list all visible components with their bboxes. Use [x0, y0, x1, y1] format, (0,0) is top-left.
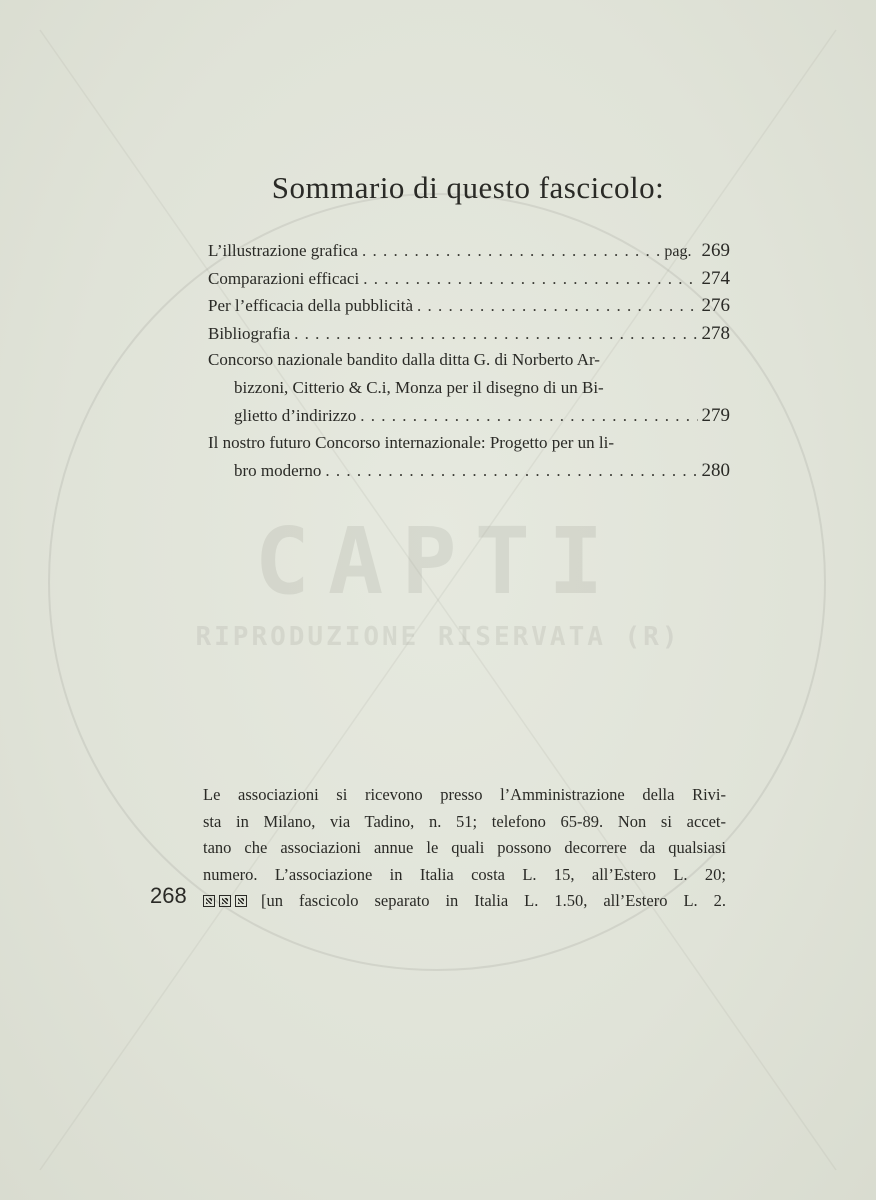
page-number: 268	[150, 883, 187, 908]
toc-entry-title-line: Concorso nazionale bandito dalla ditta G. di Norberto Ar-	[208, 350, 600, 369]
dot-leader	[360, 406, 697, 426]
toc-entry[interactable]	[208, 433, 730, 488]
ornament-icons	[203, 888, 251, 915]
dot-leader	[363, 269, 697, 289]
toc-entry[interactable]	[208, 268, 730, 296]
ornament-square-icon	[219, 895, 231, 907]
ornament-square-icon	[203, 895, 215, 907]
toc-entry[interactable]	[208, 350, 730, 433]
ornament-square-icon	[235, 895, 247, 907]
toc-entry-title-line: bizzoni, Citterio & C.i, Monza per il disegno di un Bi-	[234, 377, 604, 397]
dot-leader	[294, 324, 697, 344]
notice-line: sta in Milano, via Tadino, n. 51; telefono 65-89. Non si accet-	[203, 811, 726, 831]
subscription-notice	[203, 782, 726, 915]
notice-line-last	[203, 888, 726, 915]
watermark-sub-text: RIPRODUZIONE RISERVATA (R)	[195, 622, 681, 652]
toc-entry[interactable]	[208, 240, 730, 268]
toc-entry[interactable]	[208, 323, 730, 351]
toc-page-number: 276	[701, 295, 730, 316]
toc-page-number: 278	[701, 322, 730, 344]
notice-line: Le associazioni si ricevono presso l’Amministrazione della Rivi-	[203, 785, 726, 804]
toc-entry[interactable]	[208, 295, 730, 323]
notice-line-text: [un fascicolo separato in Italia L. 1.50, all’Estero L. 2.	[261, 891, 726, 910]
notice-line: numero. L’associazione in Italia costa L. 15, all’Estero L. 20;	[203, 864, 726, 884]
toc-entry-title-line: glietto d’indirizzo	[234, 406, 357, 425]
toc-entry-title: Comparazioni efficaci	[208, 268, 360, 288]
toc-page-number: 280	[701, 460, 730, 481]
toc-entry-title: Bibliografia	[208, 323, 291, 343]
toc-page-number: 269	[701, 240, 730, 261]
toc-entry-title-line: bro moderno	[234, 461, 322, 480]
toc-entry-title: L’illustrazione grafica	[208, 241, 358, 260]
page-title: Sommario di questo fascicolo:	[271, 170, 665, 205]
toc-page-number: 274	[701, 267, 730, 289]
notice-line: tano che associazioni annue le quali possono decorrere da qualsiasi	[203, 838, 726, 857]
dot-leader	[417, 296, 697, 316]
page-label: pag.	[664, 243, 692, 260]
dot-leader	[362, 241, 660, 261]
toc-page-number: 279	[701, 405, 730, 426]
dot-leader	[325, 461, 697, 481]
toc-entry-title-line: Il nostro futuro Concorso internazionale: Progetto per un li-	[208, 432, 615, 452]
watermark-main-text: CAPTI	[254, 508, 622, 615]
toc-entry-title: Per l’efficacia della pubblicità	[208, 296, 414, 315]
table-of-contents	[208, 240, 730, 488]
